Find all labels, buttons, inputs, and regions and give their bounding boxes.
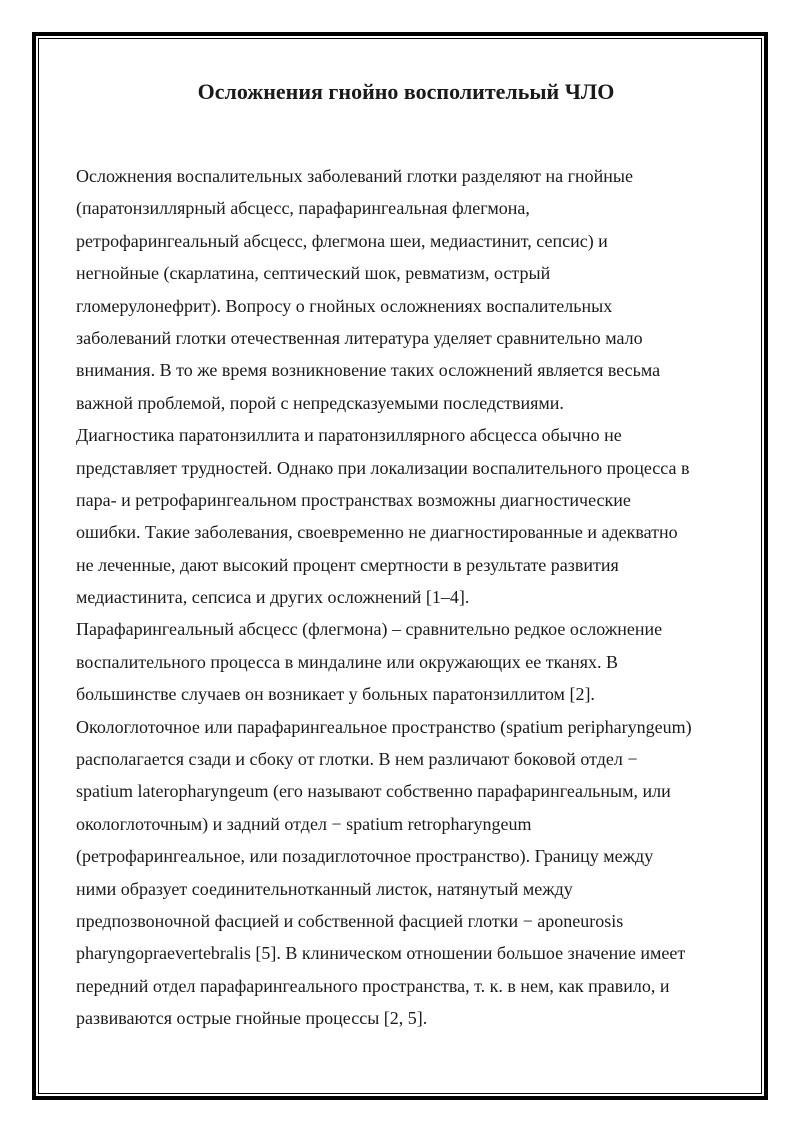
document-title: Осложнения гнойно восполительый ЧЛО xyxy=(197,79,615,104)
text-line: развиваются острые гнойные процессы [2, 5]. xyxy=(76,1008,428,1029)
text-line: Осложнения воспалительных заболеваний глотки разделяют на гнойные xyxy=(76,166,633,186)
text-line: пара- и ретрофарингеальном пространствах возможны диагностические xyxy=(76,489,631,510)
text-line: окологлоточным) и задний отдел − spatium retropharyngeum xyxy=(76,813,532,834)
text-line: располагается сзади и сбоку от глотки. В нем различают боковой отдел − xyxy=(76,749,638,770)
text-line: большинстве случаев он возникает у больных паратонзиллитом [2]. xyxy=(76,684,595,705)
text-line: Диагностика паратонзиллита и паратонзиллярного абсцесса обычно не xyxy=(76,425,622,446)
text-line: предпозвоночной фасцией и собственной фасцией глотки − aponeurosis xyxy=(76,910,624,931)
text-line: Окологлоточное или парафарингеальное пространство (spatium peripharyngeum) xyxy=(76,716,692,737)
text-line: внимания. В то же время возникновение таких осложнений является весьма xyxy=(76,360,661,381)
text-line: pharyngopraevertebralis [5]. В клиническом отношении большое значение имеет xyxy=(76,943,686,964)
text-line: spatium lateropharyngeum (его называют собственно парафарингеальным, или xyxy=(76,781,671,802)
text-line: важной проблемой, порой с непредсказуемыми последствиями. xyxy=(76,392,564,413)
text-line: медиастинита, сепсиса и других осложнений [1–4]. xyxy=(76,587,470,608)
text-line: негнойные (скарлатина, септический шок, ревматизм, острый xyxy=(76,263,551,284)
text-line: (ретрофарингеальное, или позадиглоточное пространство). Границу между xyxy=(76,846,654,867)
document-content xyxy=(76,72,736,1035)
text-line: ошибки. Такие заболевания, своевременно не диагностированные и адекватно xyxy=(76,522,678,543)
text-line: гломерулонефрит). Вопросу о гнойных осложнениях воспалительных xyxy=(76,295,613,316)
document-body xyxy=(76,160,736,1035)
text-line: (паратонзиллярный абсцесс, парафарингеальная флегмона, xyxy=(76,198,530,219)
text-line: Парафарингеальный абсцесс (флегмона) – сравнительно редкое осложнение xyxy=(76,619,663,640)
text-line: ретрофарингеальный абсцесс, флегмона шеи, медиастинит, сепсис) и xyxy=(76,230,608,251)
text-line: представляет трудностей. Однако при локализации воспалительного процесса в xyxy=(76,457,690,478)
text-line: ними образует соединительнотканный листок, натянутый между xyxy=(76,878,573,899)
text-line: заболеваний глотки отечественная литература уделяет сравнительно мало xyxy=(76,327,643,348)
text-line: воспалительного процесса в миндалине или окружающих ее тканях. В xyxy=(76,651,619,672)
text-line: не леченные, дают высокий процент смертности в результате развития xyxy=(76,554,619,575)
text-line: передний отдел парафарингеального пространства, т. к. в нем, как правило, и xyxy=(76,975,670,996)
